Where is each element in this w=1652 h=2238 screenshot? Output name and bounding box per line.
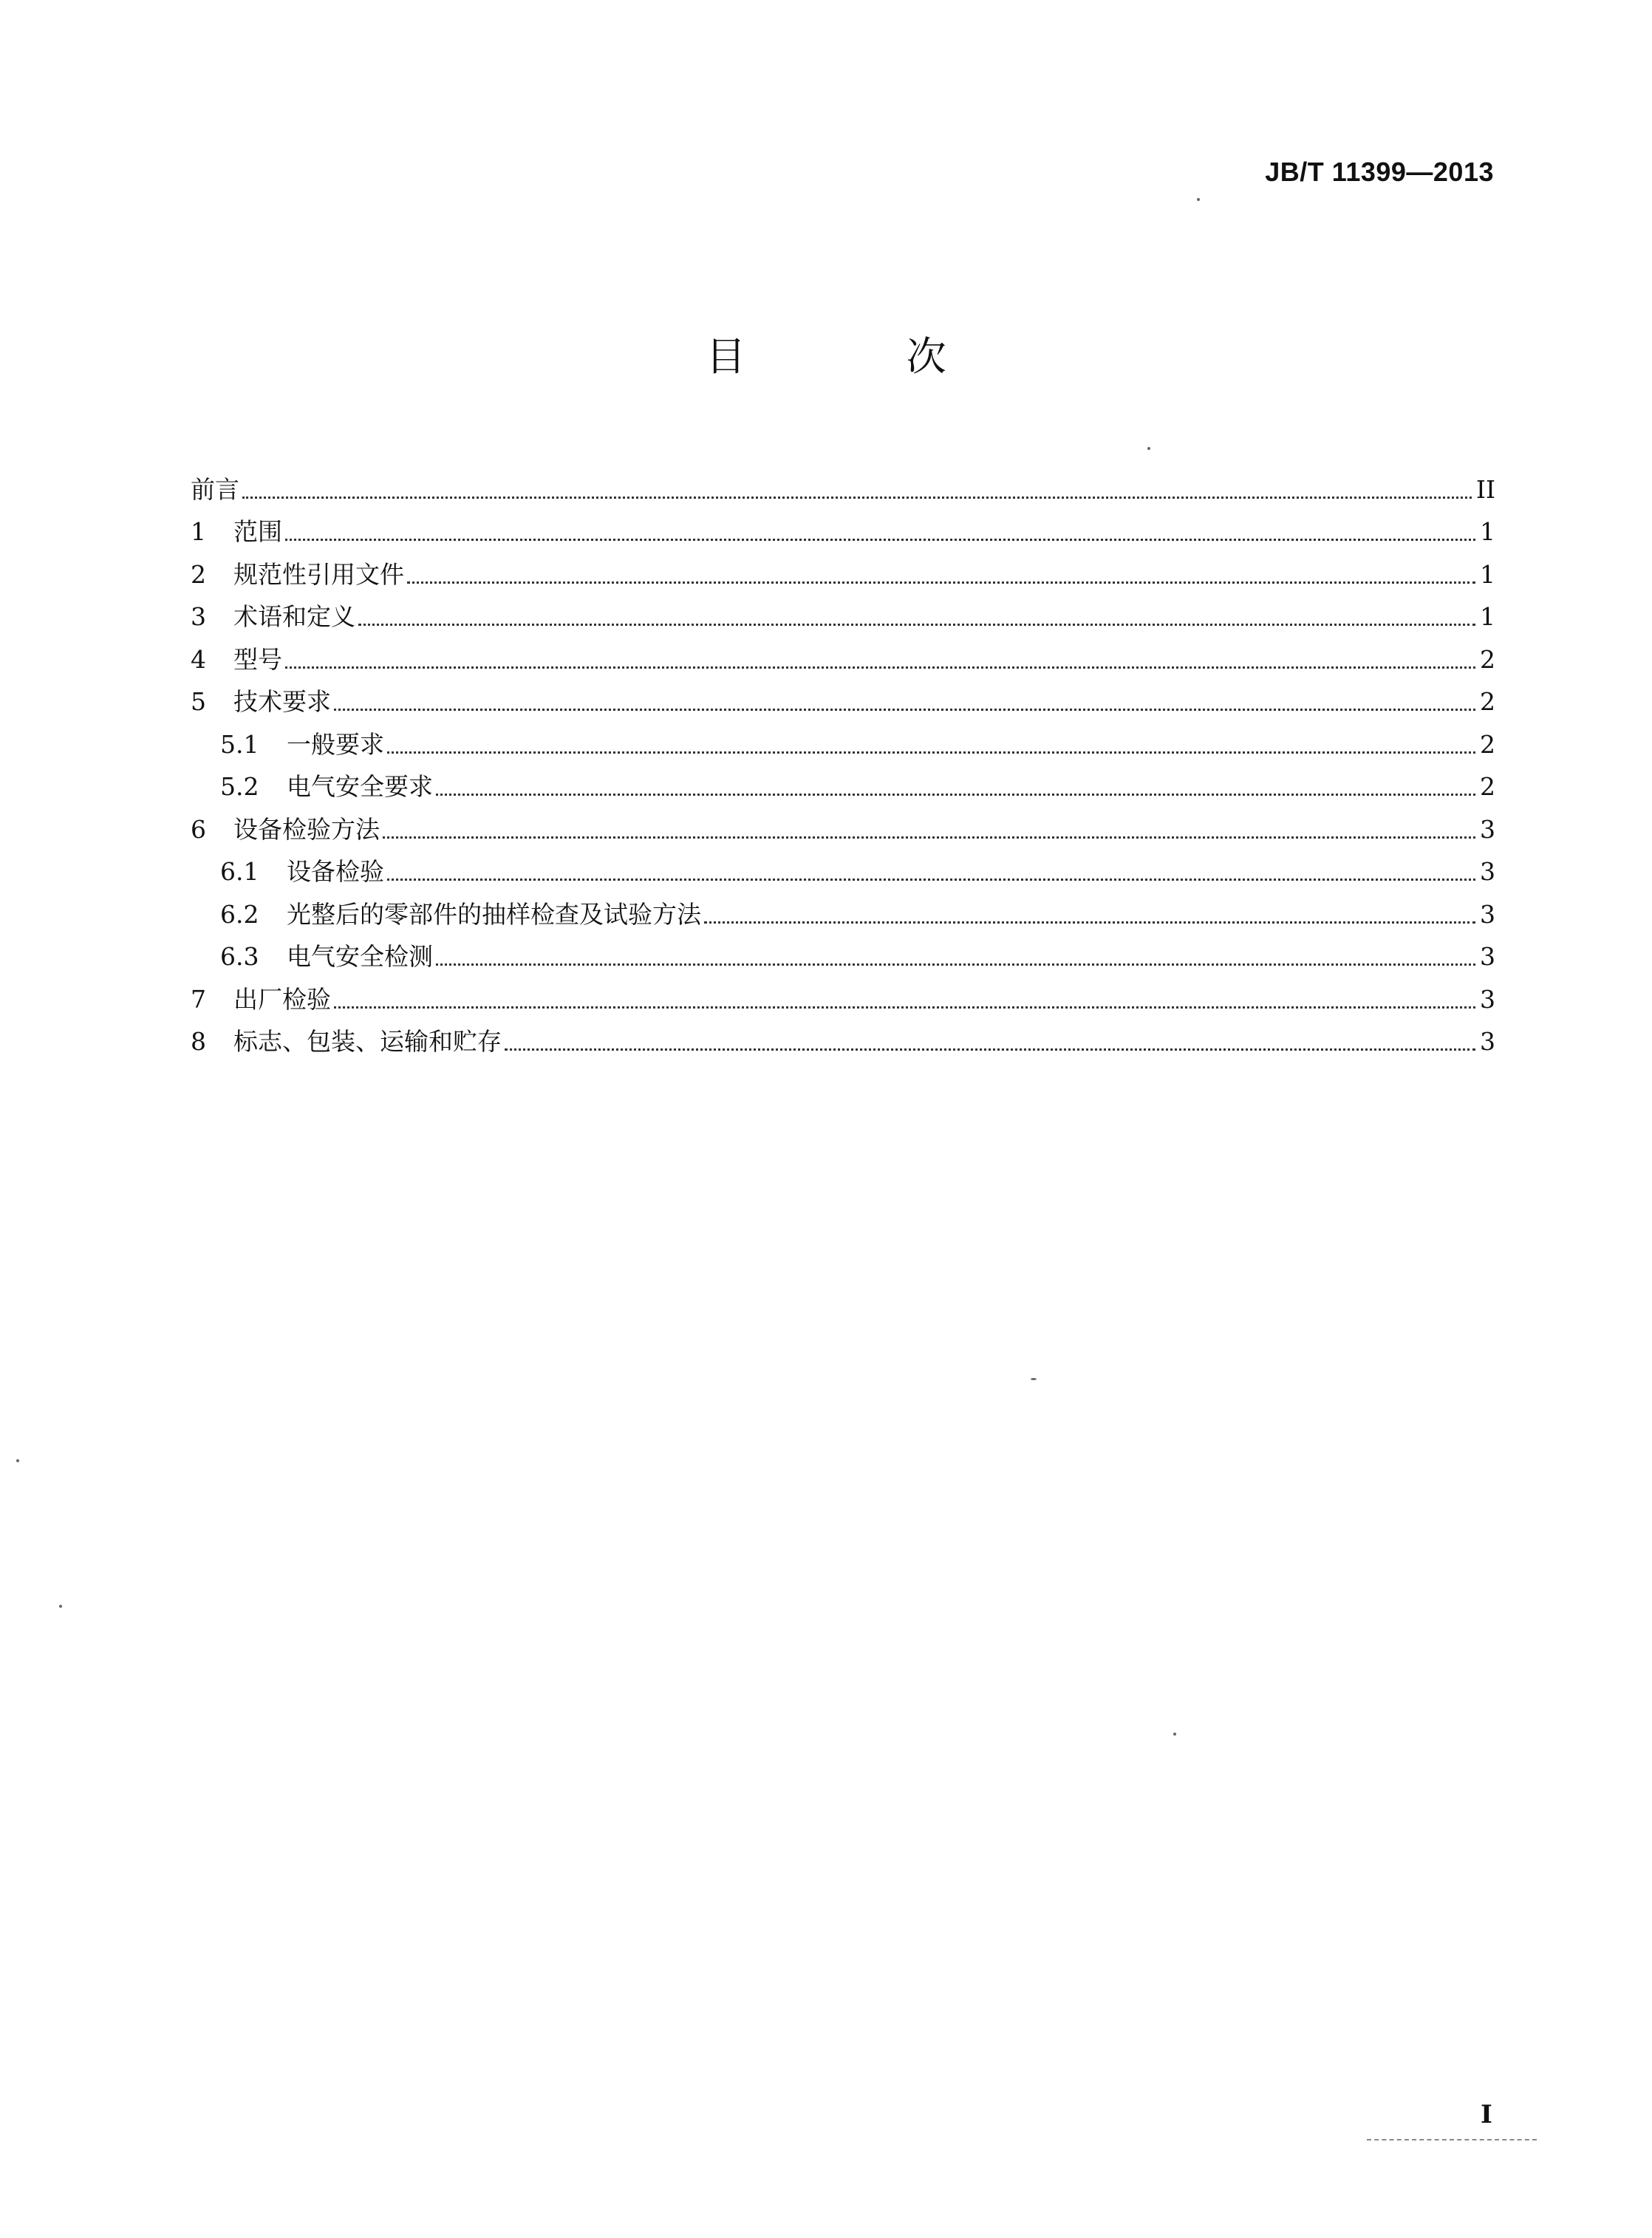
toc-entry[interactable]: [191, 590, 1495, 632]
scan-speck: [1031, 1378, 1037, 1380]
toc-entry-label: 规范性引用文件: [233, 559, 404, 589]
toc-leader-dots: [505, 1048, 1475, 1051]
toc-entry[interactable]: [191, 717, 1495, 760]
toc-leader-dots: [383, 836, 1475, 839]
toc-entry-page: II: [1475, 474, 1495, 504]
scan-artifact-line: [1367, 2139, 1537, 2140]
toc-entry-label: 一般要求: [287, 729, 384, 759]
toc-entry-page: 2: [1480, 729, 1495, 759]
toc-entry-page: 1: [1480, 517, 1495, 546]
toc-entry[interactable]: [191, 505, 1495, 547]
toc-entry-label: 技术要求: [233, 687, 331, 716]
table-of-contents: [191, 462, 1495, 1057]
toc-entry[interactable]: [191, 632, 1495, 675]
toc-leader-dots: [285, 666, 1475, 669]
toc-entry-number: 1: [191, 517, 206, 546]
toc-entry-label: 光整后的零部件的抽样检查及试验方法: [287, 899, 701, 929]
toc-entry[interactable]: [191, 802, 1495, 845]
toc-entry-label: 设备检验: [287, 857, 384, 886]
toc-entry-label: 术语和定义: [233, 602, 355, 631]
scan-speck: [16, 1459, 19, 1462]
toc-leader-dots: [436, 793, 1475, 796]
scan-speck: [1147, 447, 1150, 450]
toc-entry-page: 2: [1480, 644, 1495, 674]
toc-leader-dots: [285, 538, 1475, 541]
toc-entry-number: 7: [191, 984, 206, 1014]
toc-entry-page: 3: [1480, 899, 1495, 929]
toc-entry-number: 5.2: [220, 772, 259, 801]
scan-speck: [59, 1605, 62, 1608]
toc-entry-label: 电气安全检测: [287, 942, 433, 971]
toc-entry[interactable]: [191, 547, 1495, 590]
toc-entry-label: 出厂检验: [233, 984, 331, 1014]
toc-entry-number: 6: [191, 814, 206, 844]
toc-entry-number: 6.2: [220, 899, 259, 929]
toc-entry[interactable]: [191, 462, 1495, 505]
toc-entry-page: 3: [1480, 1027, 1495, 1056]
toc-entry-label: 范围: [233, 517, 282, 546]
page-number: I: [1481, 2100, 1492, 2129]
toc-leader-dots: [242, 496, 1472, 499]
toc-entry-number: 6.3: [220, 942, 259, 971]
toc-entry-page: 2: [1480, 772, 1495, 801]
toc-entry-number: 6.1: [220, 857, 259, 886]
toc-leader-dots: [387, 751, 1475, 754]
toc-leader-dots: [334, 708, 1475, 711]
toc-entry[interactable]: [191, 675, 1495, 717]
toc-entry-page: 1: [1480, 602, 1495, 631]
toc-entry-number: 3: [191, 602, 206, 631]
toc-entry[interactable]: [191, 972, 1495, 1014]
scan-speck: [1197, 198, 1200, 201]
toc-leader-dots: [704, 921, 1475, 924]
toc-entry-page: 2: [1480, 687, 1495, 716]
page-title: 目 次: [706, 333, 1020, 380]
toc-leader-dots: [407, 581, 1475, 584]
toc-leader-dots: [387, 878, 1475, 881]
toc-entry[interactable]: [191, 929, 1495, 972]
toc-entry-page: 3: [1480, 984, 1495, 1014]
toc-entry-number: 4: [191, 644, 206, 674]
standard-number: JB/T 11399—2013: [1265, 157, 1494, 187]
scan-speck: [1173, 1733, 1176, 1736]
toc-leader-dots: [436, 963, 1475, 966]
toc-entry-number: 5: [191, 687, 206, 716]
toc-entry-page: 1: [1480, 559, 1495, 589]
toc-entry[interactable]: [191, 887, 1495, 929]
toc-entry-label: 前言: [191, 474, 239, 504]
toc-entry[interactable]: [191, 1014, 1495, 1057]
toc-leader-dots: [358, 623, 1475, 626]
toc-leader-dots: [334, 1006, 1475, 1009]
toc-entry-number: 5.1: [220, 729, 259, 759]
toc-entry-number: 8: [191, 1027, 206, 1056]
toc-entry-label: 设备检验方法: [233, 814, 380, 844]
toc-entry-number: 2: [191, 559, 206, 589]
toc-entry-page: 3: [1480, 814, 1495, 844]
toc-entry-page: 3: [1480, 857, 1495, 886]
toc-entry-label: 电气安全要求: [287, 772, 433, 801]
toc-entry-label: 标志、包装、运输和贮存: [233, 1027, 502, 1056]
toc-entry[interactable]: [191, 760, 1495, 802]
toc-entry[interactable]: [191, 845, 1495, 887]
toc-entry-label: 型号: [233, 644, 282, 674]
toc-entry-page: 3: [1480, 942, 1495, 971]
